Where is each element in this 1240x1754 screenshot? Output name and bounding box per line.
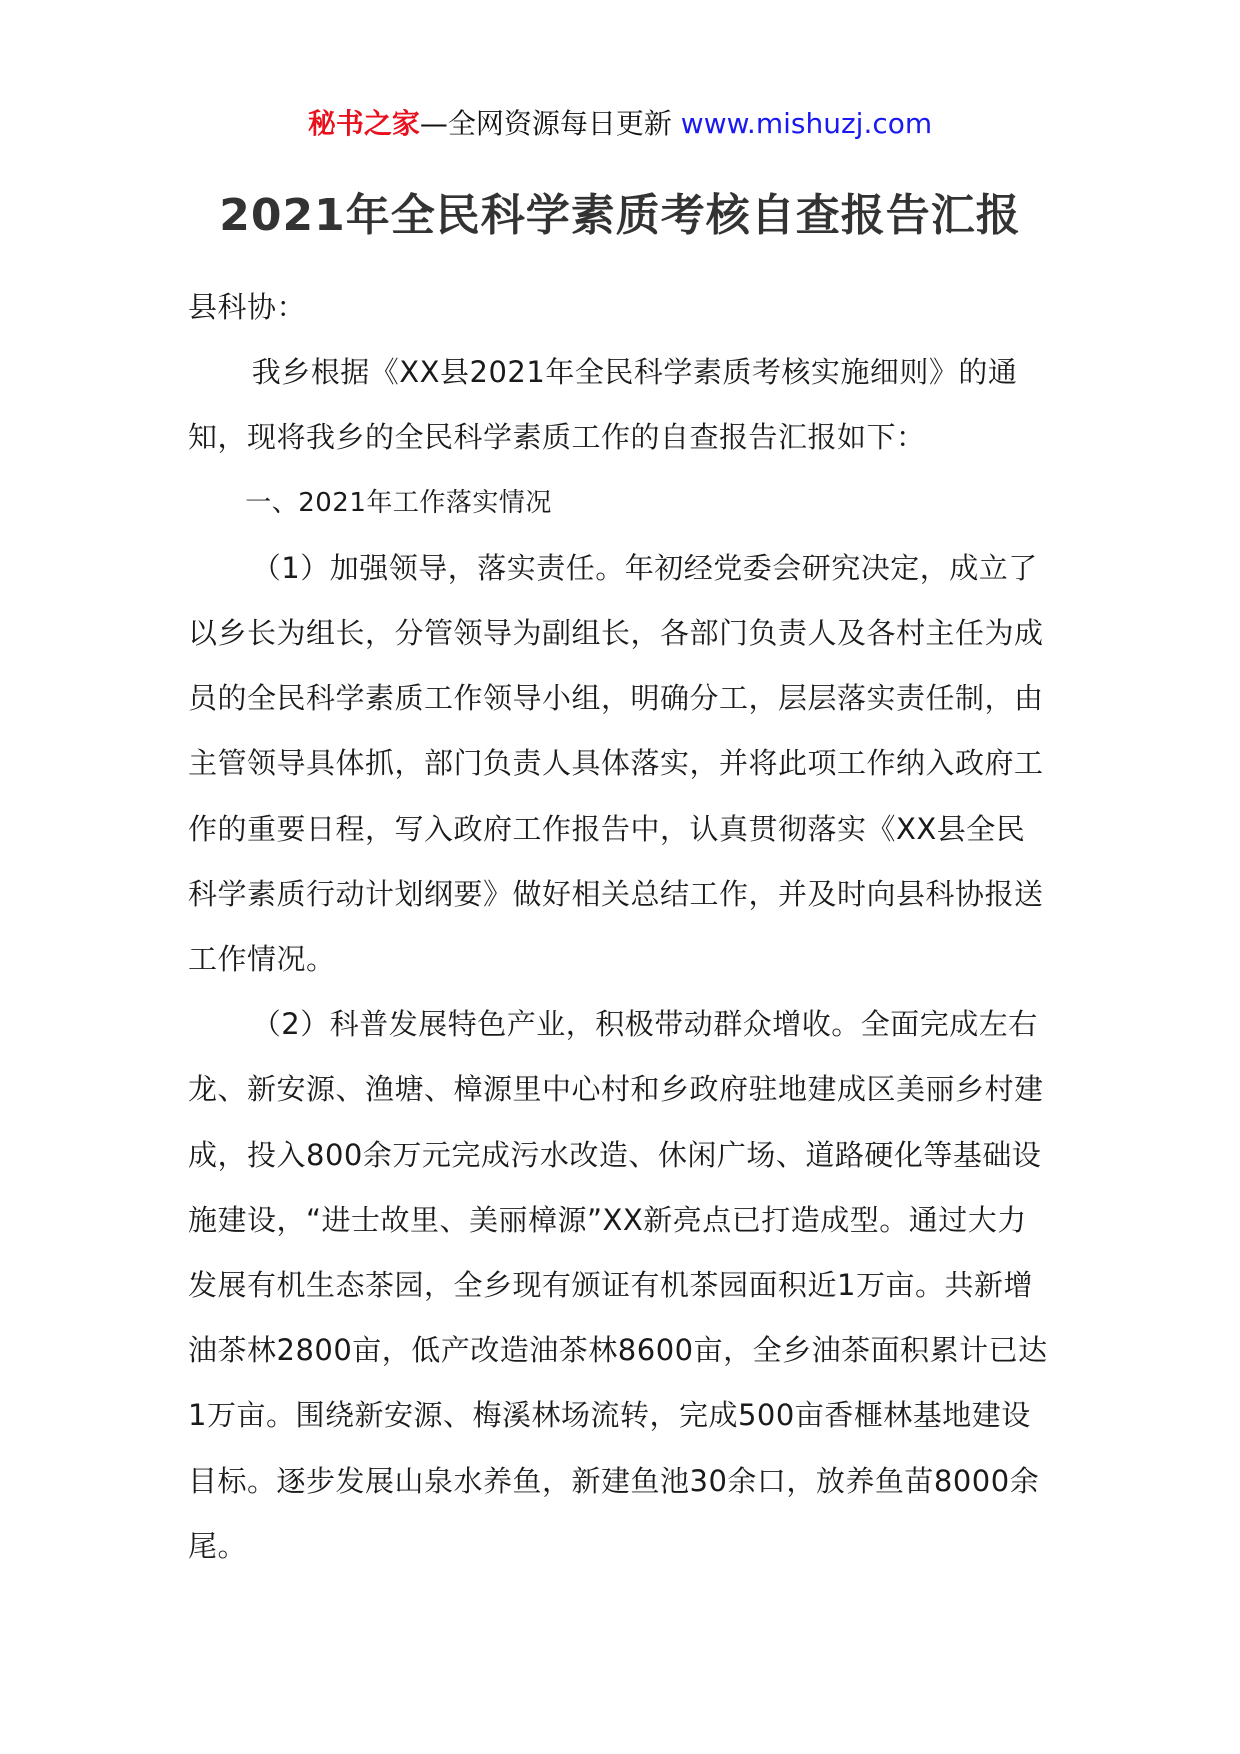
document-title: 2021年全民科学素质考核自查报告汇报 — [219, 190, 1021, 241]
site-header — [0, 100, 1240, 148]
site-url-link[interactable]: www.mishuzj.com — [680, 107, 933, 140]
paragraph-leadership: （1）加强领导，落实责任。年初经党委会研究决定，成立了以乡长为组长，分管领导为副组长，各部门负责人及各村主任为成员的全民科学素质工作领导小组，明确分工，层层落实责任制，由主管领导具体抓，部门负责人具体落实，并将此项工作纳入政府工作的重要日程，写入政府工作报告中，认真贯彻落实《XX县全民科学素质行动计划纲要》做好相关总结工作，并及时向县科协报送工作情况。 — [188, 550, 1044, 977]
site-brand: 秘书之家 — [307, 107, 420, 140]
intro-paragraph: 我乡根据《XX县2021年全民科学素质考核实施细则》的通知，现将我乡的全民科学素质工作的自查报告汇报如下： — [188, 355, 1018, 455]
site-tagline: —全网资源每日更新 — [419, 107, 672, 140]
paragraph-industry: （2）科普发展特色产业，积极带动群众增收。全面完成左右龙、新安源、渔塘、樟源里中心村和乡政府驻地建成区美丽乡村建成，投入800余万元完成污水改造、休闲广场、道路硬化等基础设施建设，“进士故里、美丽樟源”XX新亮点已打造成型。通过大力发展有机生态茶园，全乡现有颁证有机茶园面积近1万亩。共新增油茶林2800亩，低产改造油茶林8600亩，全乡油茶面积累计已达1万亩。围绕新安源、梅溪林场流转，完成500亩香榧林基地建设目标。逐步发展山泉水养鱼，新建鱼池30余口，放养鱼苗8000余尾。 — [188, 1007, 1048, 1563]
salutation: 县科协： — [188, 290, 307, 324]
section-heading: 一、2021年工作落实情况 — [245, 487, 552, 518]
document-body — [188, 275, 1054, 1579]
